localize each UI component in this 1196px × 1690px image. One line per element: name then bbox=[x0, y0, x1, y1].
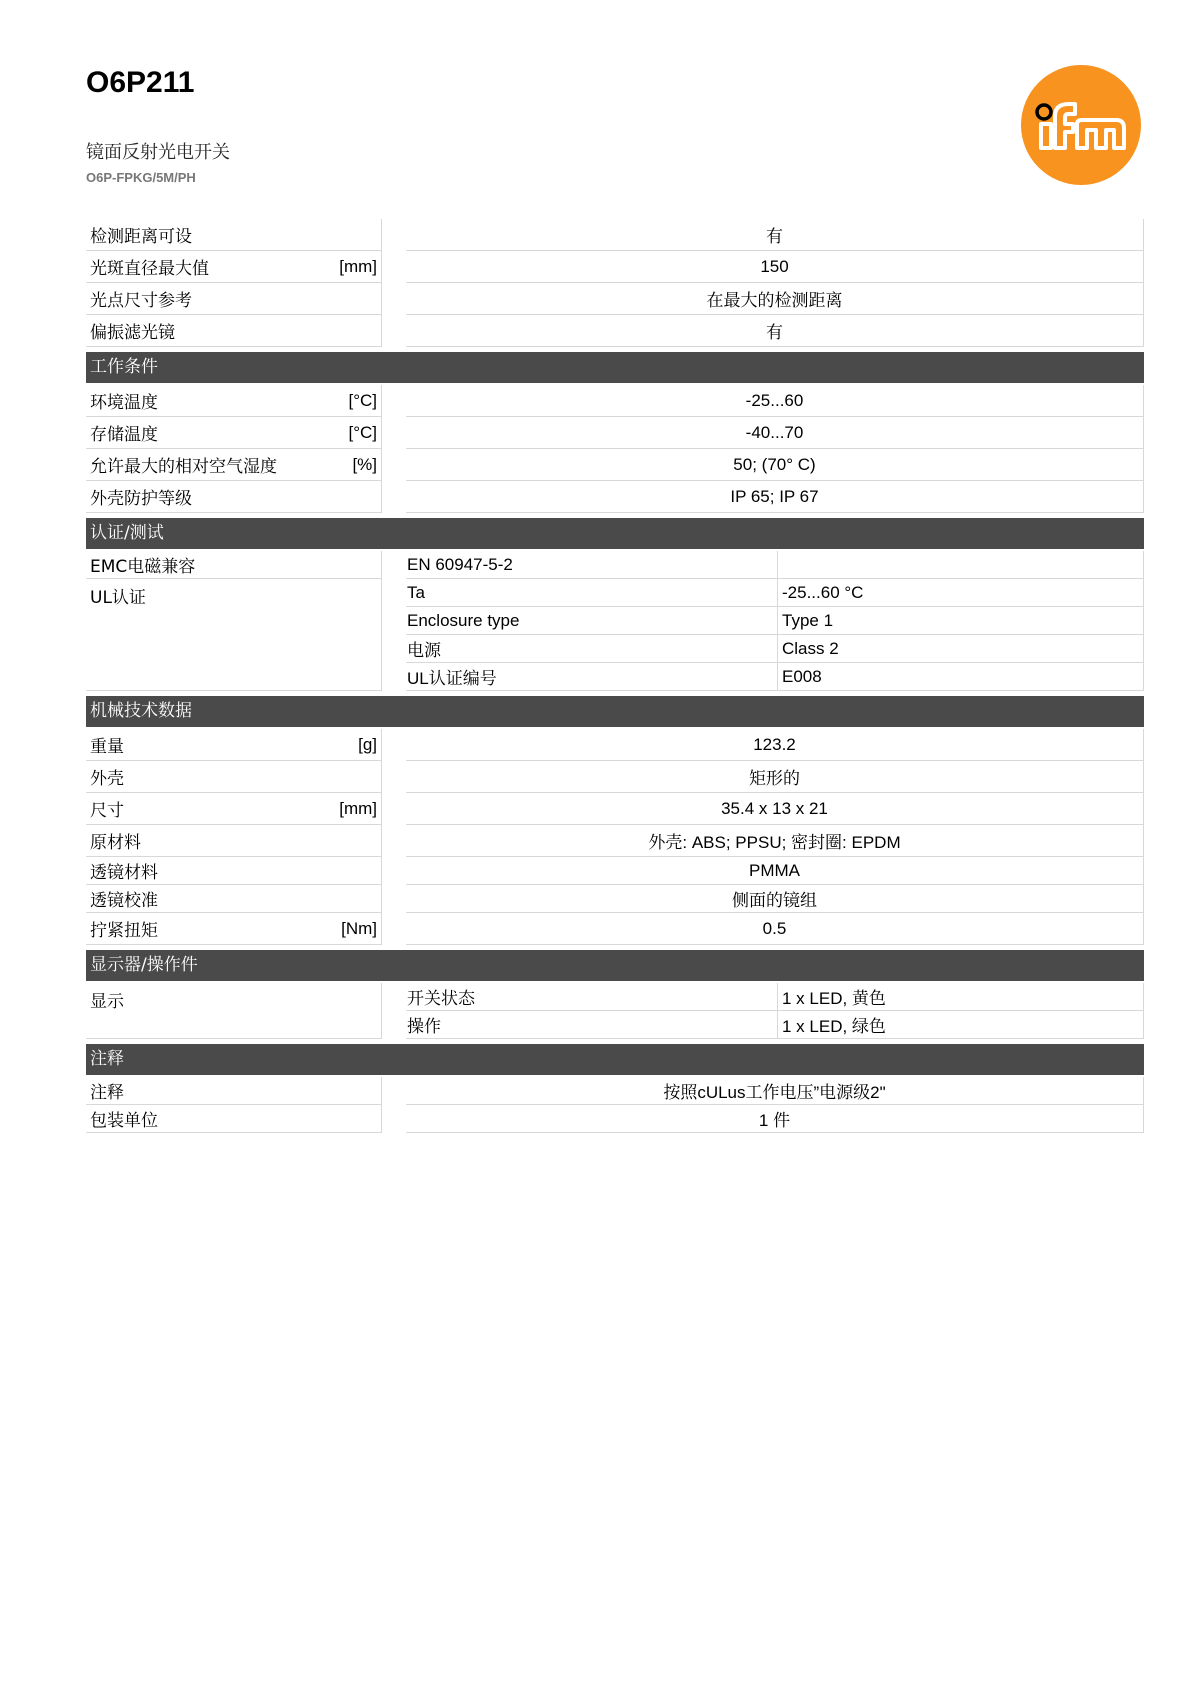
table-row bbox=[86, 315, 1144, 347]
table-row bbox=[86, 1105, 1144, 1133]
sub-value: 1 x LED, 黄色 bbox=[778, 983, 1144, 1011]
row-value: IP 65; IP 67 bbox=[406, 481, 1144, 513]
row-value: 有 bbox=[406, 219, 1144, 251]
product-title: O6P211 bbox=[86, 66, 195, 99]
ifm-logo bbox=[1020, 64, 1142, 186]
row-value: 在最大的检测距离 bbox=[406, 283, 1144, 315]
row-label: 外壳 bbox=[90, 769, 124, 789]
row-value: 150 bbox=[406, 251, 1144, 283]
row-label: 拧紧扭矩 bbox=[90, 921, 158, 941]
sub-key: Ta bbox=[406, 579, 778, 607]
row-label: 光点尺寸参考 bbox=[90, 291, 192, 311]
sub-key: 电源 bbox=[406, 635, 778, 663]
section-header-mech: 机械技术数据 bbox=[86, 696, 1144, 727]
table-row bbox=[86, 251, 1144, 283]
section-header-cert: 认证/测试 bbox=[86, 518, 1144, 549]
row-label: 存储温度 bbox=[90, 425, 158, 445]
sub-key: 操作 bbox=[406, 1011, 778, 1039]
table-row bbox=[86, 825, 1144, 857]
row-label: 环境温度 bbox=[90, 393, 158, 413]
row-value: 矩形的 bbox=[406, 761, 1144, 793]
table-row bbox=[86, 385, 1144, 417]
table-row bbox=[86, 857, 1144, 885]
row-value: 侧面的镜组 bbox=[406, 885, 1144, 913]
table-row bbox=[406, 983, 1144, 1011]
row-extra bbox=[778, 551, 1144, 579]
row-value: 有 bbox=[406, 315, 1144, 347]
row-value: 50; (70° C) bbox=[406, 449, 1144, 481]
sub-value: Type 1 bbox=[778, 607, 1144, 635]
table-row bbox=[86, 551, 1144, 579]
row-unit: [°C] bbox=[348, 390, 377, 410]
row-unit: [Nm] bbox=[341, 918, 377, 938]
row-label: UL认证 bbox=[90, 588, 146, 608]
table-row bbox=[86, 1077, 1144, 1105]
row-label: 偏振滤光镜 bbox=[90, 323, 175, 343]
sub-value: -25...60 °C bbox=[778, 579, 1144, 607]
row-label: 透镜材料 bbox=[90, 863, 158, 883]
row-value: 0.5 bbox=[406, 913, 1144, 945]
table-row bbox=[406, 579, 1144, 607]
row-unit: [%] bbox=[352, 454, 377, 474]
row-label: 光斑直径最大值 bbox=[90, 259, 209, 279]
product-code: O6P-FPKG/5M/PH bbox=[86, 170, 196, 185]
section-header-notes: 注释 bbox=[86, 1044, 1144, 1075]
table-row bbox=[86, 885, 1144, 913]
row-label: 允许最大的相对空气湿度 bbox=[90, 457, 277, 477]
sub-key: 开关状态 bbox=[406, 983, 778, 1011]
sub-key: UL认证编号 bbox=[406, 663, 778, 691]
row-label: 包装单位 bbox=[90, 1111, 158, 1131]
table-row bbox=[406, 635, 1144, 663]
row-label: 注释 bbox=[90, 1083, 124, 1103]
table-row bbox=[86, 219, 1144, 251]
row-label: 透镜校准 bbox=[90, 891, 158, 911]
row-label: EMC电磁兼容 bbox=[90, 557, 196, 577]
row-value: EN 60947-5-2 bbox=[406, 551, 778, 579]
row-label: 尺寸 bbox=[90, 801, 124, 821]
table-row bbox=[86, 913, 1144, 945]
row-value: 外壳: ABS; PPSU; 密封圈: EPDM bbox=[406, 825, 1144, 857]
table-row bbox=[406, 1011, 1144, 1039]
table-row bbox=[406, 663, 1144, 691]
row-label: 外壳防护等级 bbox=[90, 489, 192, 509]
sub-value: E008 bbox=[778, 663, 1144, 691]
data-sheet bbox=[86, 219, 1144, 1133]
ul-group bbox=[86, 579, 1144, 691]
row-unit: [mm] bbox=[339, 798, 377, 818]
table-row bbox=[86, 793, 1144, 825]
section-header-working: 工作条件 bbox=[86, 352, 1144, 383]
table-row bbox=[86, 761, 1144, 793]
row-value: -25...60 bbox=[406, 385, 1144, 417]
row-value: PMMA bbox=[406, 857, 1144, 885]
row-value: -40...70 bbox=[406, 417, 1144, 449]
row-label: 检测距离可设 bbox=[90, 227, 192, 247]
row-unit: [mm] bbox=[339, 256, 377, 276]
display-group bbox=[86, 983, 1144, 1039]
row-value: 35.4 x 13 x 21 bbox=[406, 793, 1144, 825]
row-unit: [g] bbox=[358, 734, 377, 754]
row-value: 按照cULus工作电压”电源级2" bbox=[406, 1077, 1144, 1105]
table-row bbox=[86, 449, 1144, 481]
sub-value: Class 2 bbox=[778, 635, 1144, 663]
table-row bbox=[86, 729, 1144, 761]
table-row bbox=[86, 283, 1144, 315]
row-value: 123.2 bbox=[406, 729, 1144, 761]
row-label: 原材料 bbox=[90, 833, 141, 853]
section-header-display: 显示器/操作件 bbox=[86, 950, 1144, 981]
row-value: 1 件 bbox=[406, 1105, 1144, 1133]
table-row bbox=[406, 607, 1144, 635]
top-rows bbox=[86, 219, 1144, 347]
table-row bbox=[86, 417, 1144, 449]
sub-value: 1 x LED, 绿色 bbox=[778, 1011, 1144, 1039]
table-row bbox=[86, 481, 1144, 513]
sub-key: Enclosure type bbox=[406, 607, 778, 635]
row-label: 显示 bbox=[90, 992, 124, 1012]
row-label: 重量 bbox=[90, 737, 124, 757]
row-unit: [°C] bbox=[348, 422, 377, 442]
product-subtitle: 镜面反射光电开关 bbox=[86, 142, 230, 163]
